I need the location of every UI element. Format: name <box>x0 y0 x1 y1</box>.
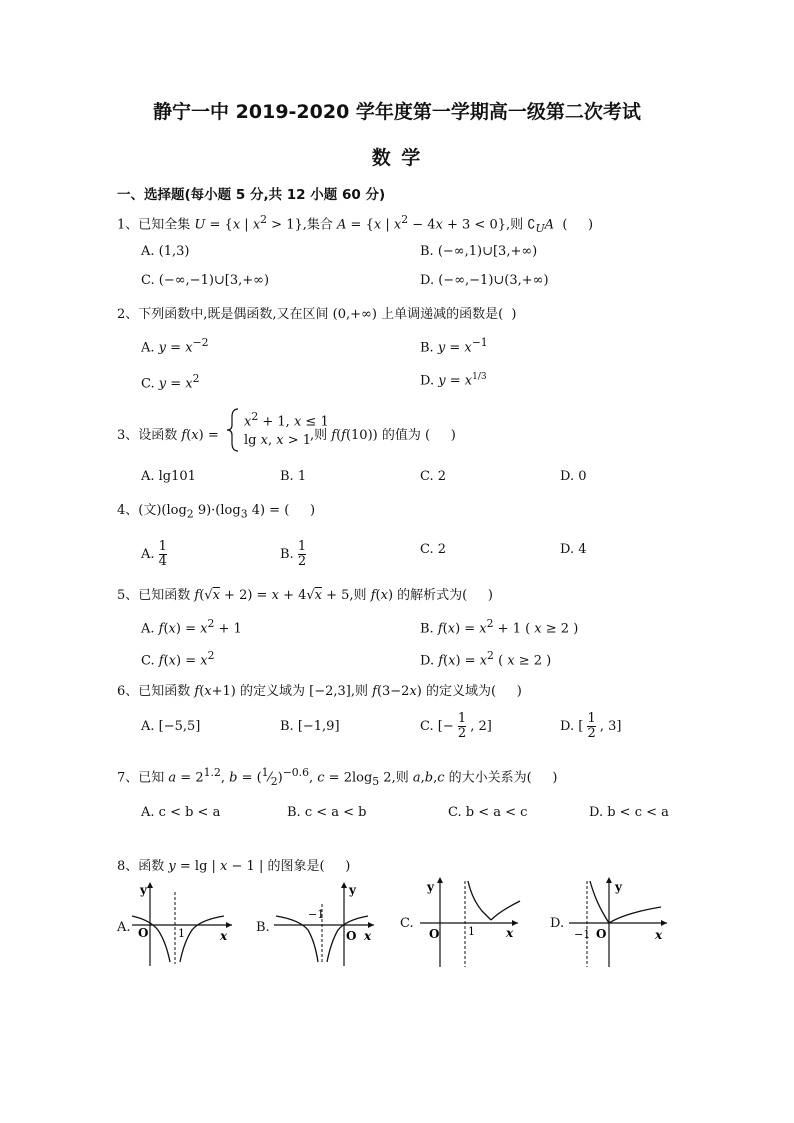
graph-c-one-label: 1 <box>468 925 475 938</box>
q7-option-c: C. b < a < c <box>448 805 528 820</box>
question-7-stem: 7、已知 $a = 2^{1.2}$, $b = (^1⁄_2)^{-0.6}$, $c = 2\log_5$ 2,则 a,b,c 的大小关系为( ) <box>117 766 558 788</box>
graph-c-x-label: x <box>506 926 514 940</box>
q6-option-b: B. [−1,9] <box>280 719 340 734</box>
graph-a-y-label: y <box>140 883 147 897</box>
section-heading: 一、选择题(每小题 5 分,共 12 小题 60 分) <box>117 187 386 203</box>
graph-d-y-label: y <box>615 880 622 894</box>
q4-option-b: B. $\frac{1}{2}$ <box>280 539 307 569</box>
q6-option-a: A. [−5,5] <box>141 719 201 734</box>
q1-option-c: C. (−∞,−1)∪[3,+∞) <box>141 273 270 288</box>
question-1-stem: 1、已知全集 U = {x | $x^2 > 1$},集合 A = {x | $x^2 - 4x + 3 < 0$},则 $∁_UA$ ( ) <box>117 213 594 235</box>
q7-option-b: B. c < a < b <box>287 805 367 820</box>
q5-option-d: D. $f(x) = x^2$ ( x ≥ 2 ) <box>420 649 552 669</box>
q8-option-b-label: B. <box>256 920 270 935</box>
q4-option-a: A. $\frac{1}{4}$ <box>141 539 167 569</box>
q3-option-c: C. 2 <box>420 469 447 484</box>
q5-option-a: A. $f(x) = x^2 + 1$ <box>141 617 242 637</box>
q2-option-d: D. $y = x^{1/3}$ <box>420 372 487 389</box>
q3-option-d: D. 0 <box>560 469 587 484</box>
q7-option-d: D. b < c < a <box>589 805 669 820</box>
graph-d-neg-one-label: −1 <box>574 928 591 941</box>
question-5-stem: 5、已知函数 f(√x + 2) = x + 4√x + 5,则 f(x) 的解析式为( ) <box>117 588 493 603</box>
piecewise-brace <box>224 407 244 453</box>
q2-option-b: B. $y = x^{-1}$ <box>420 336 488 356</box>
q8-option-d-label: D. <box>550 916 565 931</box>
graph-a-one-label: 1 <box>178 927 185 940</box>
subject-heading: 数 学 <box>371 147 423 169</box>
question-3-stem: 3、设函数 f(x) = <box>117 428 219 443</box>
graph-b-x-label: x <box>364 929 372 943</box>
q4-option-d: D. 4 <box>560 542 587 557</box>
q3-option-a: A. lg101 <box>141 469 196 484</box>
graph-a-x-label: x <box>220 929 228 943</box>
question-4-stem: 4、(文)($\log_2$ $9)\cdot(\log_3$ 4) = ( ) <box>117 503 316 521</box>
graph-b <box>270 878 380 968</box>
graph-b-y-label: y <box>349 883 356 897</box>
question-2-stem: 2、下列函数中,既是偶函数,又在区间 (0,+∞) 上单调递减的函数是( ) <box>117 307 517 322</box>
question-3-tail: ,则 f(f(10)) 的值为 ( ) <box>310 428 456 443</box>
q2-option-c: C. $y = x^2$ <box>141 372 200 392</box>
q5-option-c: C. $f(x) = x^2$ <box>141 649 215 669</box>
graph-c <box>416 873 526 971</box>
question-8-stem: 8、函数 y = lg | x − 1 | 的图象是( ) <box>117 859 351 874</box>
q8-option-a-label: A. <box>117 920 131 935</box>
document-title: 静宁一中 2019-2020 学年度第一学期高一级第二次考试 <box>153 101 641 123</box>
q6-option-d: D. [ $\frac{1}{2}$ , 3] <box>560 711 622 741</box>
graph-a <box>128 878 238 968</box>
q1-option-a: A. (1,3) <box>141 244 190 259</box>
q1-option-d: D. (−∞,−1)∪(3,+∞) <box>420 273 549 288</box>
graph-d-x-label: x <box>655 928 663 942</box>
graph-c-y-label: y <box>427 880 434 894</box>
q6-option-c: C. [− $\frac{1}{2}$ , 2] <box>420 711 492 741</box>
question-6-stem: 6、已知函数 f(x+1) 的定义域为 [−2,3],则 f(3−2x) 的定义域为( ) <box>117 684 522 699</box>
graph-b-origin-label: O <box>346 929 357 943</box>
graph-d-origin-label: O <box>596 927 607 941</box>
q5-option-b: B. $f(x) = x^2 + 1$ ( x ≥ 2 ) <box>420 617 579 637</box>
graph-b-neg-one-label: −1 <box>308 908 325 921</box>
q1-option-b: B. (−∞,1)∪[3,+∞) <box>420 244 538 259</box>
q7-option-a: A. c < b < a <box>141 805 221 820</box>
graph-a-origin-label: O <box>138 926 149 940</box>
q4-option-c: C. 2 <box>420 542 447 557</box>
q3-option-b: B. 1 <box>280 469 307 484</box>
piecewise-case-1: $x^2 + 1$, x ≤ 1 <box>244 410 329 430</box>
graph-d <box>565 873 675 971</box>
q8-option-c-label: C. <box>400 916 414 931</box>
q2-option-a: A. $y = x^{-2}$ <box>141 336 209 356</box>
piecewise-case-2: lg x, x > 1 <box>244 433 312 448</box>
graph-c-origin-label: O <box>429 927 440 941</box>
